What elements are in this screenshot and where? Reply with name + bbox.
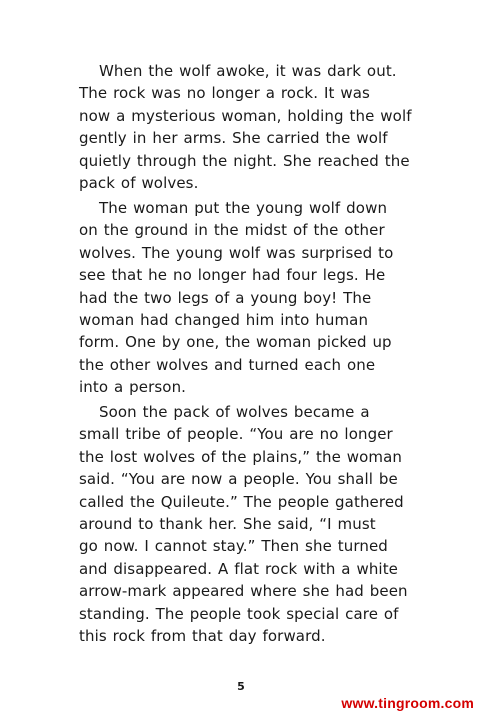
text-line: on the ground in the midst of the other	[79, 221, 385, 240]
text-line: see that he no longer had four legs. He	[79, 266, 386, 285]
text-line: The rock was no longer a rock. It was	[79, 84, 370, 103]
text-line: The woman put the young wolf down	[99, 199, 388, 217]
text-line: called the Quileute.” The people gathered	[79, 492, 404, 511]
text-line: into a person.	[79, 378, 187, 397]
text-line: Soon the pack of wolves became a	[99, 403, 370, 421]
text-line: standing. The people took special care of	[79, 604, 399, 623]
text-line: arrow-mark appeared where she had been	[79, 582, 408, 601]
text-line: wolves. The young wolf was surprised to	[79, 243, 394, 262]
text-line: quietly through the night. She reached the	[79, 151, 410, 170]
text-line: When the wolf awoke, it was dark out.	[99, 62, 397, 80]
text-line: said. “You are now a people. You shall be	[79, 470, 398, 489]
text-line: around to thank her. She said, “I must	[79, 514, 376, 533]
page-number: 5	[237, 680, 245, 693]
text-line: gently in her arms. She carried the wolf	[79, 129, 388, 148]
paragraph-2	[79, 197, 409, 399]
text-line: and disappeared. A flat rock with a white	[79, 559, 399, 578]
text-line: the other wolves and turned each one	[79, 355, 376, 374]
text-line: the lost wolves of the plains,” the woman	[79, 447, 403, 466]
paragraph-3	[79, 401, 409, 647]
text-line: had the two legs of a young boy! The	[79, 288, 372, 307]
text-line: this rock from that day forward.	[79, 626, 326, 645]
watermark-link[interactable]: www.tingroom.com	[341, 695, 474, 711]
paragraph-1	[79, 60, 412, 194]
text-line: pack of wolves.	[79, 173, 199, 192]
text-line: go now. I cannot stay.” Then she turned	[79, 537, 388, 556]
text-line: form. One by one, the woman picked up	[79, 333, 392, 352]
text-line: small tribe of people. “You are no longer	[79, 425, 393, 444]
text-line: now a mysterious woman, holding the wolf	[79, 106, 412, 125]
text-line: woman had changed him into human	[79, 310, 369, 329]
